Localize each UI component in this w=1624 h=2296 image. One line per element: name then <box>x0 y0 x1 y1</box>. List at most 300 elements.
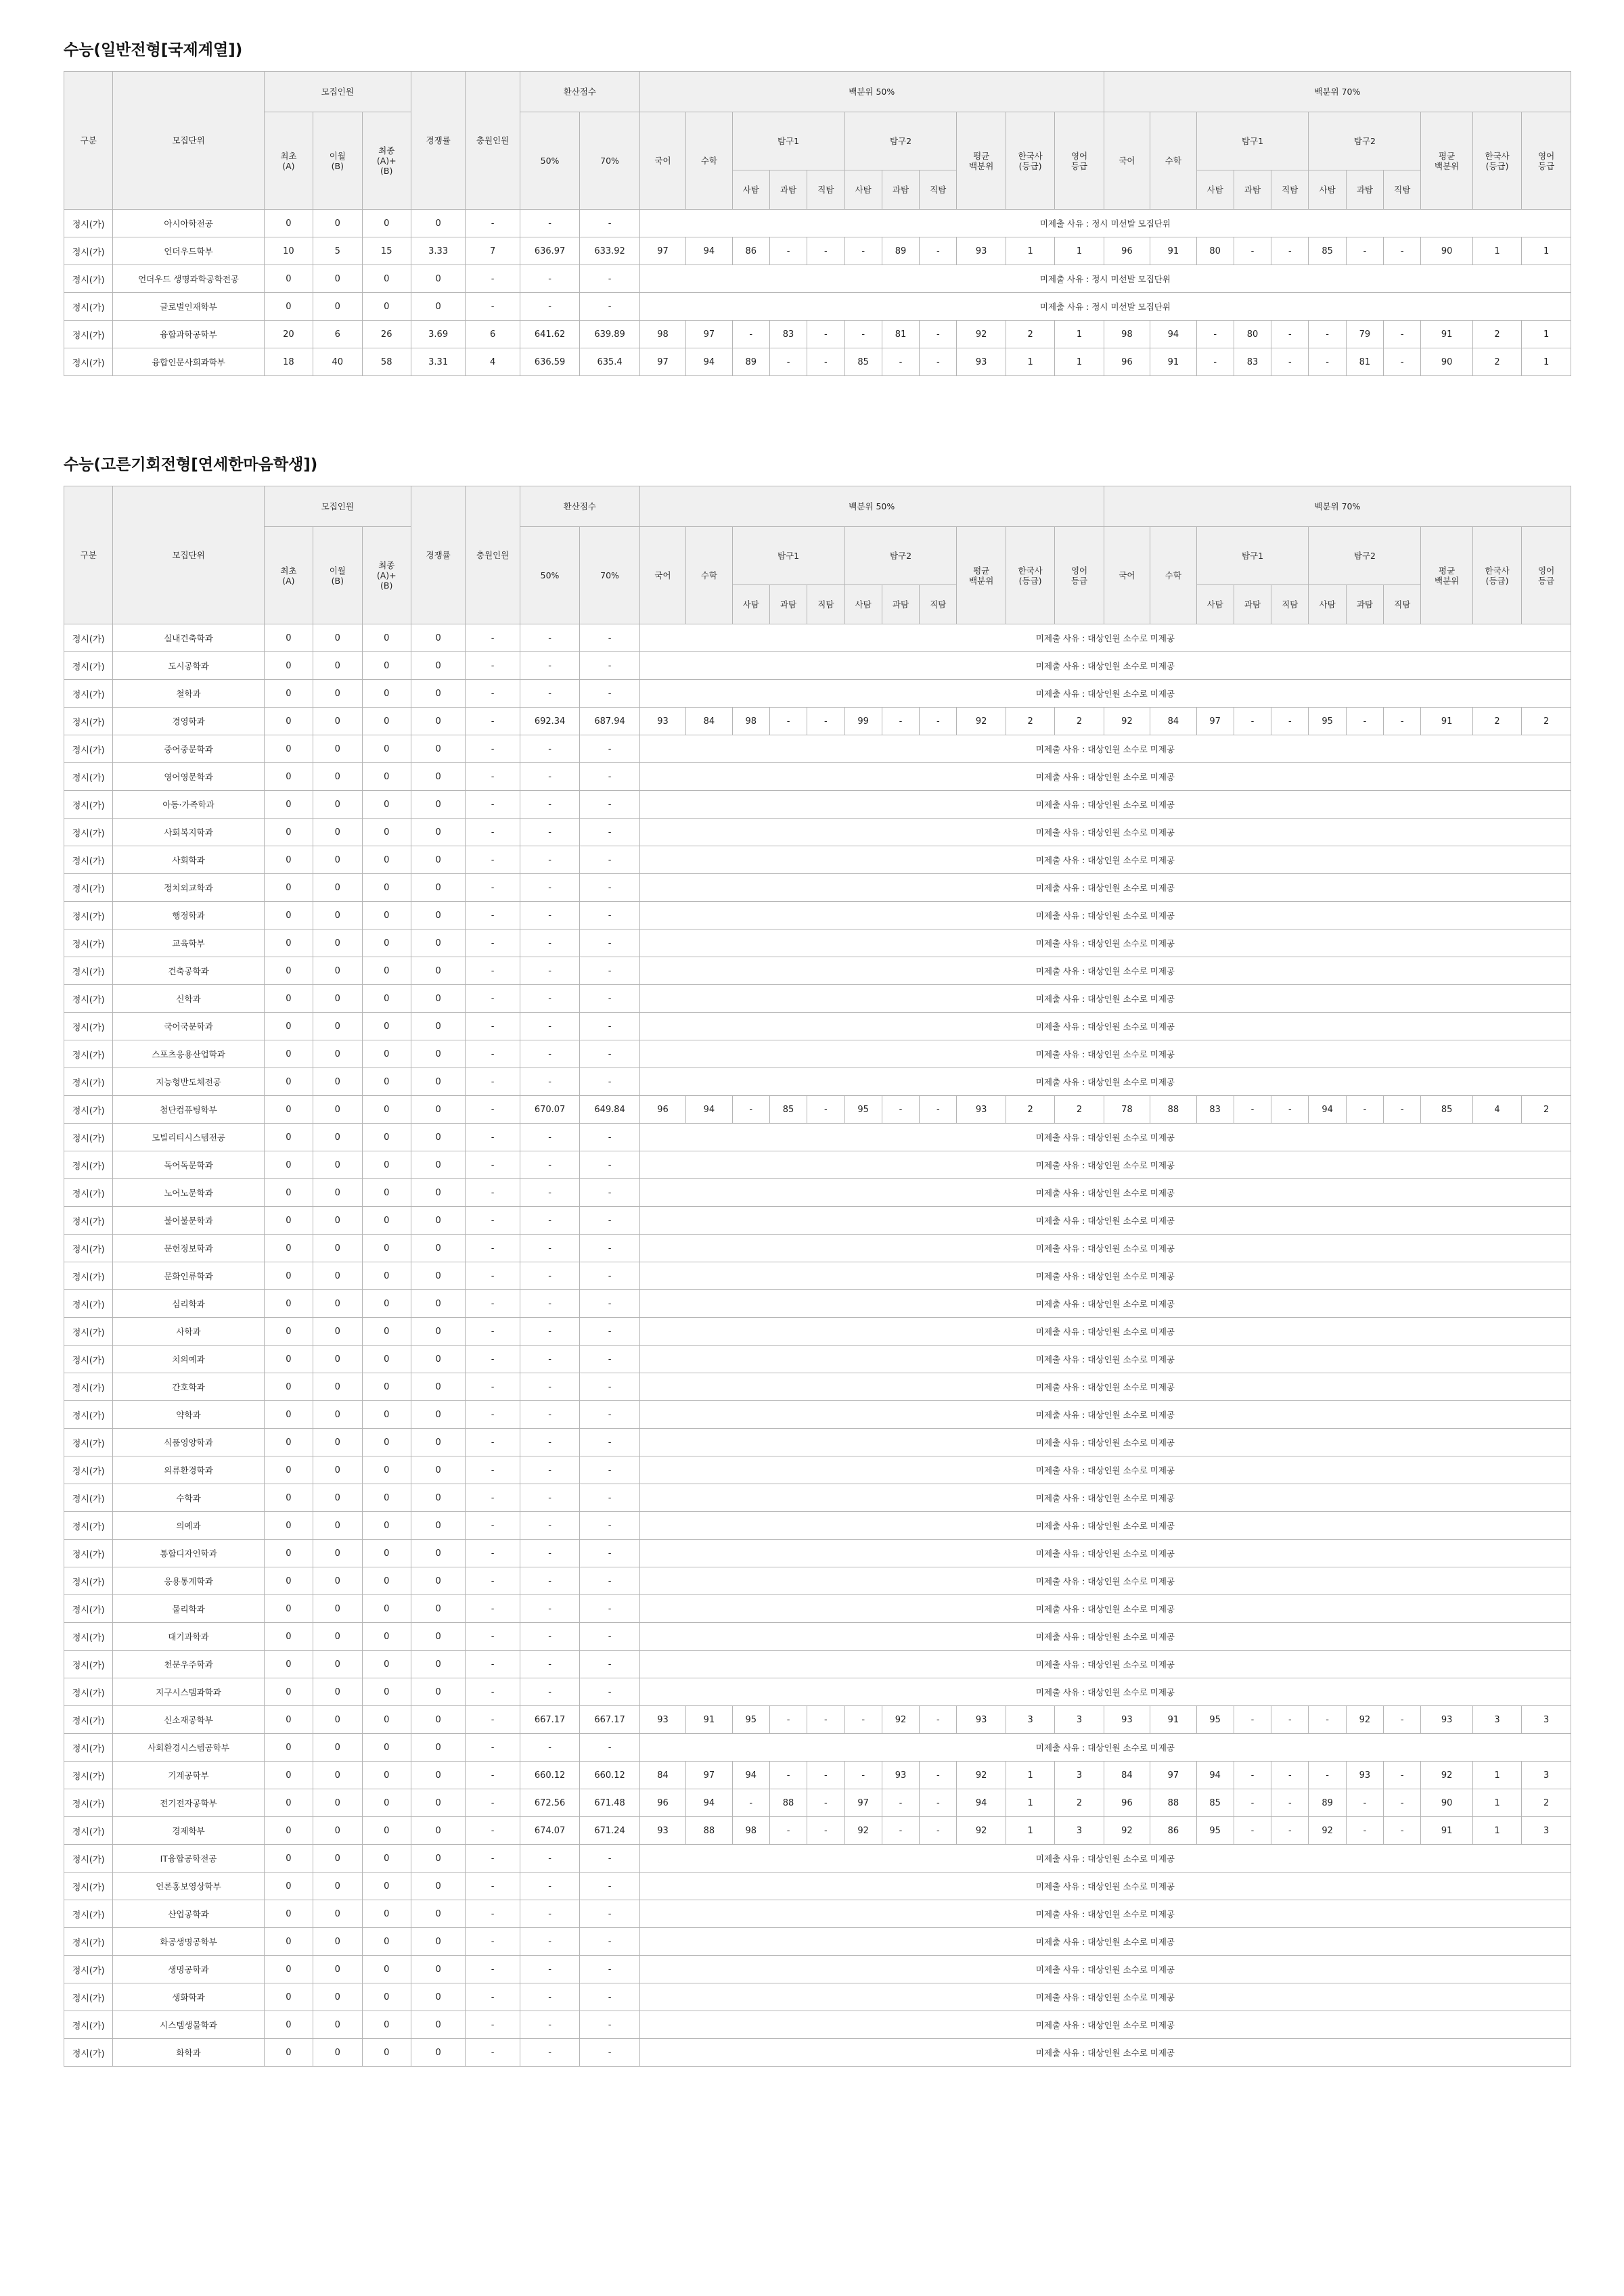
table-cell: 정시(가) <box>64 1013 113 1040</box>
table-cell: 0 <box>313 708 362 735</box>
unit-cell: 첨단컴퓨팅학부 <box>113 1096 264 1124</box>
table-cell: 0 <box>411 1567 465 1595</box>
table-cell: 0 <box>411 1595 465 1623</box>
table-cell: 0 <box>313 1040 362 1068</box>
table-cell: - <box>466 1734 520 1762</box>
table-cell: - <box>520 985 580 1013</box>
table-cell: 97 <box>686 1762 732 1789</box>
table-cell: 0 <box>411 652 465 680</box>
table-cell: 0 <box>313 1484 362 1512</box>
table-cell: 0 <box>264 708 313 735</box>
unit-cell: 행정학과 <box>113 902 264 929</box>
table-cell: 정시(가) <box>64 1151 113 1179</box>
table-cell: 2 <box>1472 708 1521 735</box>
table-cell: 660.12 <box>520 1762 580 1789</box>
table-cell: 정시(가) <box>64 819 113 846</box>
table-cell: 0 <box>411 1235 465 1262</box>
table-row <box>64 1873 1571 1900</box>
table-row <box>64 680 1571 708</box>
table-cell: 0 <box>411 1429 465 1456</box>
unit-cell: 문헌정보학과 <box>113 1235 264 1262</box>
table-cell: 667.17 <box>580 1706 640 1734</box>
table-cell: 정시(가) <box>64 1040 113 1068</box>
table-cell: 0 <box>264 735 313 763</box>
table-cell: 0 <box>313 210 362 237</box>
table-cell: 0 <box>411 874 465 902</box>
table-cell: 94 <box>686 237 732 265</box>
table-cell: 15 <box>362 237 411 265</box>
table-cell: 92 <box>1309 1817 1346 1845</box>
table-cell: - <box>466 1179 520 1207</box>
table-cell: - <box>466 1456 520 1484</box>
table-cell: 89 <box>1309 1789 1346 1817</box>
table-cell: - <box>466 265 520 293</box>
table-cell: 0 <box>313 265 362 293</box>
table-cell: 정시(가) <box>64 624 113 652</box>
table-cell: - <box>1234 708 1271 735</box>
table-cell: - <box>1309 321 1346 348</box>
table-cell: 81 <box>882 321 919 348</box>
table-cell: 0 <box>411 2039 465 2067</box>
table-cell: - <box>807 1706 844 1734</box>
table-cell: 0 <box>411 1262 465 1290</box>
table-cell: 0 <box>313 874 362 902</box>
table-cell: 0 <box>362 957 411 985</box>
table-cell: 1 <box>1055 321 1104 348</box>
unit-cell: 글로벌인재학부 <box>113 293 264 321</box>
table-cell: - <box>466 1845 520 1873</box>
table-row <box>64 624 1571 652</box>
table-cell: - <box>580 1429 640 1456</box>
table-cell: 2 <box>1522 1789 1571 1817</box>
table-cell: 0 <box>411 1512 465 1540</box>
table-cell: - <box>882 1789 919 1817</box>
table-cell: 정시(가) <box>64 1928 113 1956</box>
table-cell: - <box>1271 708 1309 735</box>
table-cell: 0 <box>411 791 465 819</box>
table-cell: 98 <box>732 708 769 735</box>
table-cell: 0 <box>362 1096 411 1124</box>
table-cell: - <box>520 763 580 791</box>
table-cell: 91 <box>1421 708 1472 735</box>
table-cell: - <box>1271 348 1309 376</box>
table-cell: 0 <box>362 1346 411 1373</box>
table-cell: 687.94 <box>580 708 640 735</box>
table-cell: 0 <box>362 1013 411 1040</box>
col-header-score-70: 70% <box>580 112 640 210</box>
table-cell: 정시(가) <box>64 1318 113 1346</box>
unit-cell: IT융합공학전공 <box>113 1845 264 1873</box>
table-cell: 0 <box>313 1928 362 1956</box>
table-cell: 7 <box>466 237 520 265</box>
table-cell: 91 <box>1421 321 1472 348</box>
col-header-vocational-inquiry: 직탐 <box>1271 170 1309 210</box>
table-cell: 0 <box>362 1318 411 1346</box>
col-header-vocational-inquiry: 직탐 <box>1384 170 1421 210</box>
table-cell: - <box>580 902 640 929</box>
table-cell: 0 <box>362 985 411 1013</box>
unit-cell: 심리학과 <box>113 1290 264 1318</box>
table-cell: 정시(가) <box>64 321 113 348</box>
table-cell: - <box>580 680 640 708</box>
table-cell: 0 <box>411 2011 465 2039</box>
col-header-vocational-inquiry: 직탐 <box>920 170 957 210</box>
table-cell: - <box>466 2011 520 2039</box>
table-cell: 93 <box>639 1706 685 1734</box>
table-cell: - <box>466 1401 520 1429</box>
table-cell: 83 <box>1234 348 1271 376</box>
table-cell: - <box>466 1151 520 1179</box>
table-cell: 0 <box>264 1678 313 1706</box>
table-cell: 정시(가) <box>64 1706 113 1734</box>
table-cell: - <box>580 819 640 846</box>
col-header-korean: 국어 <box>1104 527 1150 624</box>
table-cell: - <box>520 819 580 846</box>
col-header-carryover: 이월 (B) <box>313 527 362 624</box>
admission-table <box>64 486 1571 2067</box>
col-header-recruit: 모집인원 <box>264 72 411 112</box>
table-cell: 5 <box>313 237 362 265</box>
table-cell: - <box>466 791 520 819</box>
col-header-science-inquiry: 과탐 <box>1346 585 1383 624</box>
table-cell: 0 <box>411 1734 465 1762</box>
table-cell: 98 <box>732 1817 769 1845</box>
col-header-science-inquiry: 과탐 <box>769 585 807 624</box>
table-cell: 2 <box>1055 1096 1104 1124</box>
table-cell: 93 <box>1346 1762 1383 1789</box>
table-cell: - <box>769 1762 807 1789</box>
table-cell: 88 <box>1150 1096 1196 1124</box>
table-cell: 0 <box>264 1068 313 1096</box>
table-cell: 0 <box>411 1179 465 1207</box>
table-cell: - <box>807 321 844 348</box>
table-cell: 0 <box>313 791 362 819</box>
table-cell: - <box>580 1373 640 1401</box>
table-row <box>64 2039 1571 2067</box>
table-cell: 80 <box>1196 237 1234 265</box>
table-cell: 86 <box>1150 1817 1196 1845</box>
col-header-inquiry1: 탐구1 <box>732 527 844 585</box>
table-cell: 95 <box>1309 708 1346 735</box>
table-cell: - <box>1346 1789 1383 1817</box>
table-cell: 0 <box>362 624 411 652</box>
table-cell: 0 <box>411 1151 465 1179</box>
table-cell: 0 <box>313 1373 362 1401</box>
table-cell: 정시(가) <box>64 265 113 293</box>
table-cell: - <box>580 1928 640 1956</box>
table-cell: - <box>520 1651 580 1678</box>
table-cell: - <box>520 680 580 708</box>
table-cell: - <box>466 1512 520 1540</box>
table-cell: - <box>920 348 957 376</box>
table-cell: 88 <box>769 1789 807 1817</box>
table-cell: 0 <box>362 708 411 735</box>
table-cell: 6 <box>466 321 520 348</box>
col-header-english-grade: 영어 등급 <box>1055 527 1104 624</box>
table-cell: 0 <box>313 680 362 708</box>
unit-cell: 생화학과 <box>113 1983 264 2011</box>
table-cell: - <box>580 791 640 819</box>
unit-cell: 화학과 <box>113 2039 264 2067</box>
table-cell: 0 <box>264 846 313 874</box>
table-cell: 0 <box>362 791 411 819</box>
unit-cell: 국어국문학과 <box>113 1013 264 1040</box>
col-header-korean: 국어 <box>639 112 685 210</box>
table-cell: - <box>466 929 520 957</box>
unit-cell: 경제학부 <box>113 1817 264 1845</box>
table-cell: 0 <box>362 1817 411 1845</box>
table-cell: 0 <box>264 1429 313 1456</box>
table-row <box>64 1290 1571 1318</box>
table-cell: 0 <box>362 1429 411 1456</box>
table-cell: 0 <box>313 1512 362 1540</box>
table-cell: 94 <box>686 348 732 376</box>
table-row <box>64 1151 1571 1179</box>
table-cell: 97 <box>639 348 685 376</box>
table-cell: - <box>520 791 580 819</box>
table-cell: 0 <box>411 1762 465 1789</box>
table-cell: 0 <box>411 1207 465 1235</box>
table-cell: 92 <box>957 1817 1006 1845</box>
table-cell: 정시(가) <box>64 846 113 874</box>
table-cell: 0 <box>264 1373 313 1401</box>
table-cell: 10 <box>264 237 313 265</box>
table-cell: 정시(가) <box>64 1651 113 1678</box>
missing-reason-cell: 미제출 사유 : 대상인원 소수로 미제공 <box>639 1235 1571 1262</box>
missing-reason-cell: 미제출 사유 : 대상인원 소수로 미제공 <box>639 1845 1571 1873</box>
table-cell: - <box>466 819 520 846</box>
table-cell: 3 <box>1522 1817 1571 1845</box>
col-header-english-grade: 영어 등급 <box>1522 527 1571 624</box>
table-cell: 86 <box>732 237 769 265</box>
table-row <box>64 985 1571 1013</box>
table-cell: - <box>580 929 640 957</box>
col-header-recruit: 모집인원 <box>264 486 411 527</box>
missing-reason-cell: 미제출 사유 : 대상인원 소수로 미제공 <box>639 1983 1571 2011</box>
col-header-waitlist: 충원인원 <box>466 486 520 624</box>
unit-cell: 문화인류학과 <box>113 1262 264 1290</box>
table-cell: 정시(가) <box>64 1845 113 1873</box>
table-cell: - <box>769 348 807 376</box>
table-cell: 0 <box>264 1595 313 1623</box>
table-cell: 정시(가) <box>64 1983 113 2011</box>
col-header-social-inquiry: 사탐 <box>732 170 769 210</box>
missing-reason-cell: 미제출 사유 : 대상인원 소수로 미제공 <box>639 1318 1571 1346</box>
table-cell: - <box>580 1346 640 1373</box>
table-cell: 2 <box>1006 1096 1054 1124</box>
unit-cell: 화공생명공학부 <box>113 1928 264 1956</box>
table-cell: - <box>466 846 520 874</box>
table-cell: 0 <box>411 957 465 985</box>
table-cell: - <box>882 1096 919 1124</box>
table-cell: 0 <box>264 210 313 237</box>
missing-reason-cell: 미제출 사유 : 대상인원 소수로 미제공 <box>639 1373 1571 1401</box>
table-cell: 0 <box>264 1484 313 1512</box>
table-cell: 0 <box>362 1207 411 1235</box>
col-header-average-percentile: 평균 백분위 <box>957 112 1006 210</box>
missing-reason-cell: 미제출 사유 : 대상인원 소수로 미제공 <box>639 1873 1571 1900</box>
table-cell: 0 <box>264 957 313 985</box>
table-row <box>64 1068 1571 1096</box>
table-cell: 1 <box>1472 1789 1521 1817</box>
table-cell: - <box>1384 1789 1421 1817</box>
table-cell: 0 <box>264 265 313 293</box>
table-cell: 3 <box>1522 1762 1571 1789</box>
table-cell: - <box>844 1706 882 1734</box>
table-cell: 0 <box>411 902 465 929</box>
table-cell: - <box>807 1817 844 1845</box>
table-row <box>64 735 1571 763</box>
table-cell: - <box>920 321 957 348</box>
table-cell: 85 <box>844 348 882 376</box>
table-cell: - <box>520 1734 580 1762</box>
table-cell: - <box>1384 237 1421 265</box>
table-cell: 정시(가) <box>64 652 113 680</box>
table-cell: - <box>807 1762 844 1789</box>
table-cell: 0 <box>362 2011 411 2039</box>
table-cell: 0 <box>313 1151 362 1179</box>
table-cell: 84 <box>1150 708 1196 735</box>
table-cell: 88 <box>686 1817 732 1845</box>
unit-cell: 경영학과 <box>113 708 264 735</box>
table-cell: - <box>580 624 640 652</box>
table-cell: 정시(가) <box>64 1817 113 1845</box>
table-cell: 정시(가) <box>64 1096 113 1124</box>
table-cell: - <box>466 1762 520 1789</box>
table-row <box>64 1567 1571 1595</box>
table-row <box>64 210 1571 237</box>
table-cell: 4 <box>466 348 520 376</box>
table-cell: 0 <box>313 293 362 321</box>
missing-reason-cell: 미제출 사유 : 대상인원 소수로 미제공 <box>639 1540 1571 1567</box>
unit-cell: 정치외교학과 <box>113 874 264 902</box>
unit-cell: 산업공학과 <box>113 1900 264 1928</box>
table-cell: 1 <box>1472 1762 1521 1789</box>
missing-reason-cell: 미제출 사유 : 대상인원 소수로 미제공 <box>639 1623 1571 1651</box>
col-header-korean-history: 한국사 (등급) <box>1472 112 1521 210</box>
table-cell: 0 <box>264 902 313 929</box>
table-cell: 0 <box>313 652 362 680</box>
table-row <box>64 1235 1571 1262</box>
table-cell: 0 <box>264 791 313 819</box>
table-cell: - <box>580 735 640 763</box>
table-cell: 0 <box>362 652 411 680</box>
col-header-science-inquiry: 과탐 <box>1234 585 1271 624</box>
table-cell: 정시(가) <box>64 348 113 376</box>
table-cell: - <box>580 1401 640 1429</box>
table-cell: 0 <box>264 1124 313 1151</box>
missing-reason-cell: 미제출 사유 : 대상인원 소수로 미제공 <box>639 1151 1571 1179</box>
table-cell: - <box>580 1040 640 1068</box>
missing-reason-cell: 미제출 사유 : 대상인원 소수로 미제공 <box>639 1179 1571 1207</box>
table-cell: - <box>466 1873 520 1900</box>
table-cell: - <box>466 1096 520 1124</box>
table-cell: 2 <box>1055 708 1104 735</box>
table-cell: - <box>466 1068 520 1096</box>
table-cell: 97 <box>1196 708 1234 735</box>
table-cell: - <box>466 1318 520 1346</box>
table-cell: 정시(가) <box>64 1484 113 1512</box>
table-cell: - <box>466 1290 520 1318</box>
table-cell: 93 <box>1421 1706 1472 1734</box>
col-header-converted-score: 환산점수 <box>520 486 639 527</box>
table-cell: 0 <box>362 1595 411 1623</box>
col-header-social-inquiry: 사탐 <box>1309 585 1346 624</box>
table-cell: - <box>580 763 640 791</box>
table-row <box>64 1651 1571 1678</box>
table-cell: - <box>1234 237 1271 265</box>
table-cell: 정시(가) <box>64 1956 113 1983</box>
table-cell: 0 <box>313 735 362 763</box>
unit-cell: 사회복지학과 <box>113 819 264 846</box>
col-header-converted-score: 환산점수 <box>520 72 639 112</box>
table-cell: 0 <box>411 1623 465 1651</box>
table-cell: - <box>466 680 520 708</box>
table-cell: 0 <box>264 1512 313 1540</box>
col-header-unit: 모집단위 <box>113 486 264 624</box>
table-cell: 0 <box>411 1484 465 1512</box>
table-cell: - <box>1384 321 1421 348</box>
table-cell: 0 <box>264 1456 313 1484</box>
table-cell: 0 <box>313 1706 362 1734</box>
table-cell: - <box>1384 1096 1421 1124</box>
table-cell: - <box>520 874 580 902</box>
unit-cell: 노어노문학과 <box>113 1179 264 1207</box>
table-cell: 0 <box>264 680 313 708</box>
table-cell: - <box>580 846 640 874</box>
table-cell: 78 <box>1104 1096 1150 1124</box>
table-cell: - <box>580 1623 640 1651</box>
table-cell: - <box>1271 1706 1309 1734</box>
table-cell: 0 <box>411 1845 465 1873</box>
unit-cell: 의류환경학과 <box>113 1456 264 1484</box>
table-cell: 97 <box>844 1789 882 1817</box>
col-header-social-inquiry: 사탐 <box>844 170 882 210</box>
table-cell: 0 <box>362 1484 411 1512</box>
table-cell: 0 <box>264 293 313 321</box>
table-cell: - <box>520 1290 580 1318</box>
table-row <box>64 1900 1571 1928</box>
table-row <box>64 1983 1571 2011</box>
table-cell: 0 <box>362 1290 411 1318</box>
table-cell: 94 <box>686 1096 732 1124</box>
table-row <box>64 293 1571 321</box>
table-cell: 95 <box>1196 1817 1234 1845</box>
table-cell: 670.07 <box>520 1096 580 1124</box>
table-cell: 0 <box>362 1873 411 1900</box>
table-cell: - <box>466 957 520 985</box>
table-cell: 0 <box>411 210 465 237</box>
unit-cell: 신소재공학부 <box>113 1706 264 1734</box>
table-cell: - <box>520 1567 580 1595</box>
table-cell: - <box>466 1040 520 1068</box>
table-row <box>64 1040 1571 1068</box>
table-cell: - <box>920 1762 957 1789</box>
table-cell: - <box>520 1928 580 1956</box>
table-cell: 0 <box>313 1567 362 1595</box>
col-header-final: 최종 (A)+ (B) <box>362 112 411 210</box>
table-cell: - <box>520 1151 580 1179</box>
table-cell: - <box>1271 321 1309 348</box>
table-cell: - <box>520 1900 580 1928</box>
col-header-percentile-70: 백분위 70% <box>1104 72 1571 112</box>
table-cell: 0 <box>313 1262 362 1290</box>
table-cell: 660.12 <box>580 1762 640 1789</box>
missing-reason-cell: 미제출 사유 : 대상인원 소수로 미제공 <box>639 1124 1571 1151</box>
table-cell: 0 <box>411 1651 465 1678</box>
table-row <box>64 1623 1571 1651</box>
table-row <box>64 1179 1571 1207</box>
